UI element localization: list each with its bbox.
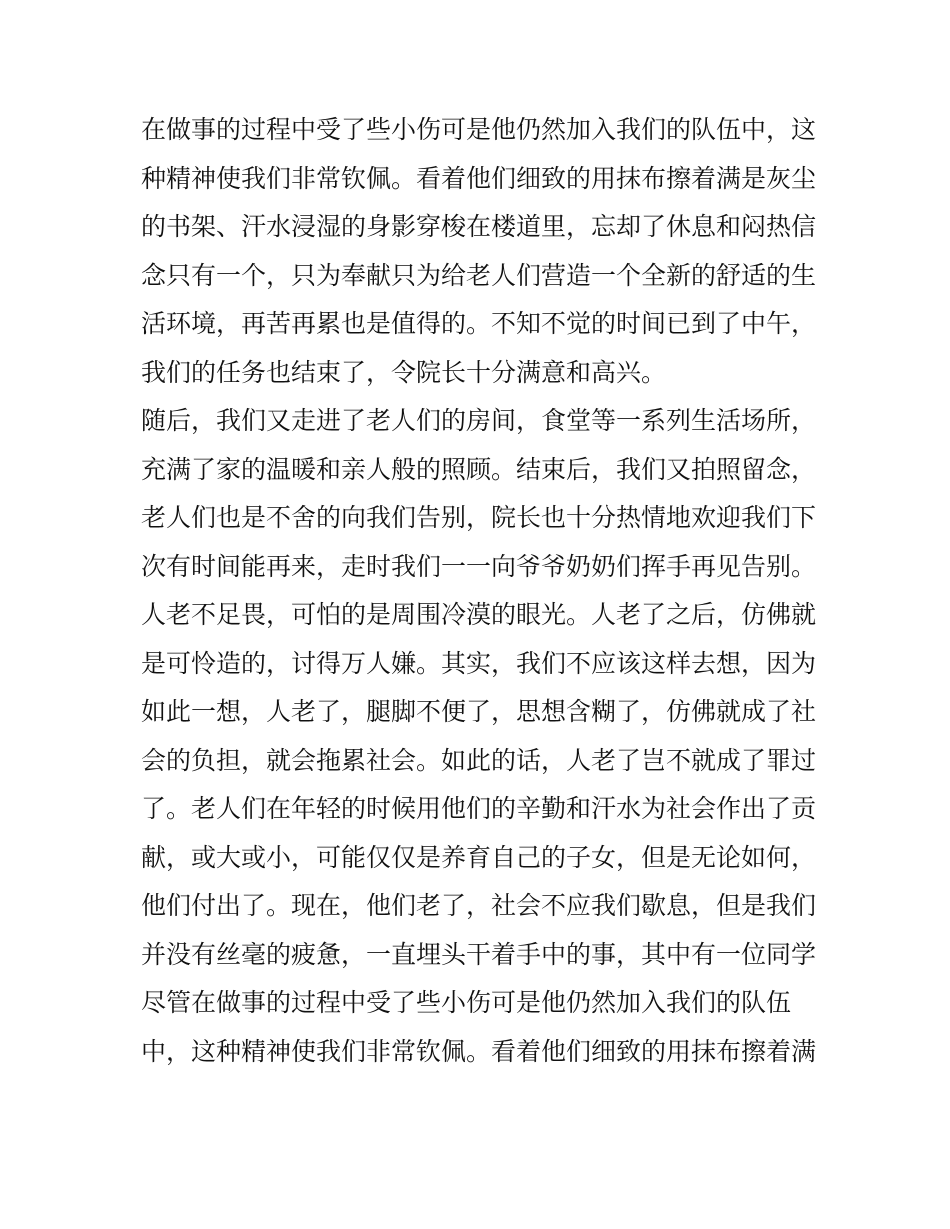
text-line: 念只有一个，只为奉献只为给老人们营造一个全新的舒适的生 (141, 260, 817, 290)
text-line: 如此一想，人老了，腿脚不便了，思想含糊了，仿佛就成了社 (141, 697, 817, 726)
text-line: 随后，我们又走进了老人们的房间，食堂等一系列生活场所， (141, 406, 817, 435)
text-line: 活环境，再苦再累也是值得的。不知不觉的时间已到了中午， (141, 309, 817, 338)
text-line: 中，这种精神使我们非常钦佩。看着他们细致的用抹布擦着满 (141, 1036, 817, 1066)
text-line: 老人们也是不舍的向我们告别，院长也十分热情地欢迎我们下 (141, 503, 817, 532)
text-line: 我们的任务也结束了，令院长十分满意和高兴。 (141, 357, 667, 387)
text-line: 次有时间能再来，走时我们一一向爷爷奶奶们挥手再见告别。 (141, 551, 817, 581)
text-line: 了。老人们在年轻的时候用他们的辛勤和汗水为社会作出了贡 (141, 794, 817, 823)
text-line: 他们付出了。现在，他们老了，社会不应我们歇息，但是我们 (141, 891, 817, 920)
text-line: 会的负担，就会拖累社会。如此的话，人老了岂不就成了罪过 (141, 745, 817, 775)
text-line: 是可怜造的，讨得万人嫌。其实，我们不应该这样去想，因为 (141, 648, 817, 678)
text-line: 人老不足畏，可怕的是周围冷漠的眼光。人老了之后，仿佛就 (141, 600, 817, 629)
body-text (141, 106, 821, 1076)
text-line: 的书架、汗水浸湿的身影穿梭在楼道里，忘却了休息和闷热信 (141, 212, 817, 241)
text-line: 尽管在做事的过程中受了些小伤可是他仍然加入我们的队伍 (141, 988, 792, 1017)
text-line: 充满了家的温暖和亲人般的照顾。结束后，我们又拍照留念， (141, 454, 817, 484)
text-line: 献，或大或小，可能仅仅是养育自己的子女，但是无论如何， (141, 842, 817, 872)
text-line: 种精神使我们非常钦佩。看着他们细致的用抹布擦着满是灰尘 (141, 163, 817, 193)
text-line: 在做事的过程中受了些小伤可是他仍然加入我们的队伍中，这 (141, 115, 817, 144)
text-line: 并没有丝毫的疲惫，一直埋头干着手中的事，其中有一位同学 (141, 939, 817, 969)
